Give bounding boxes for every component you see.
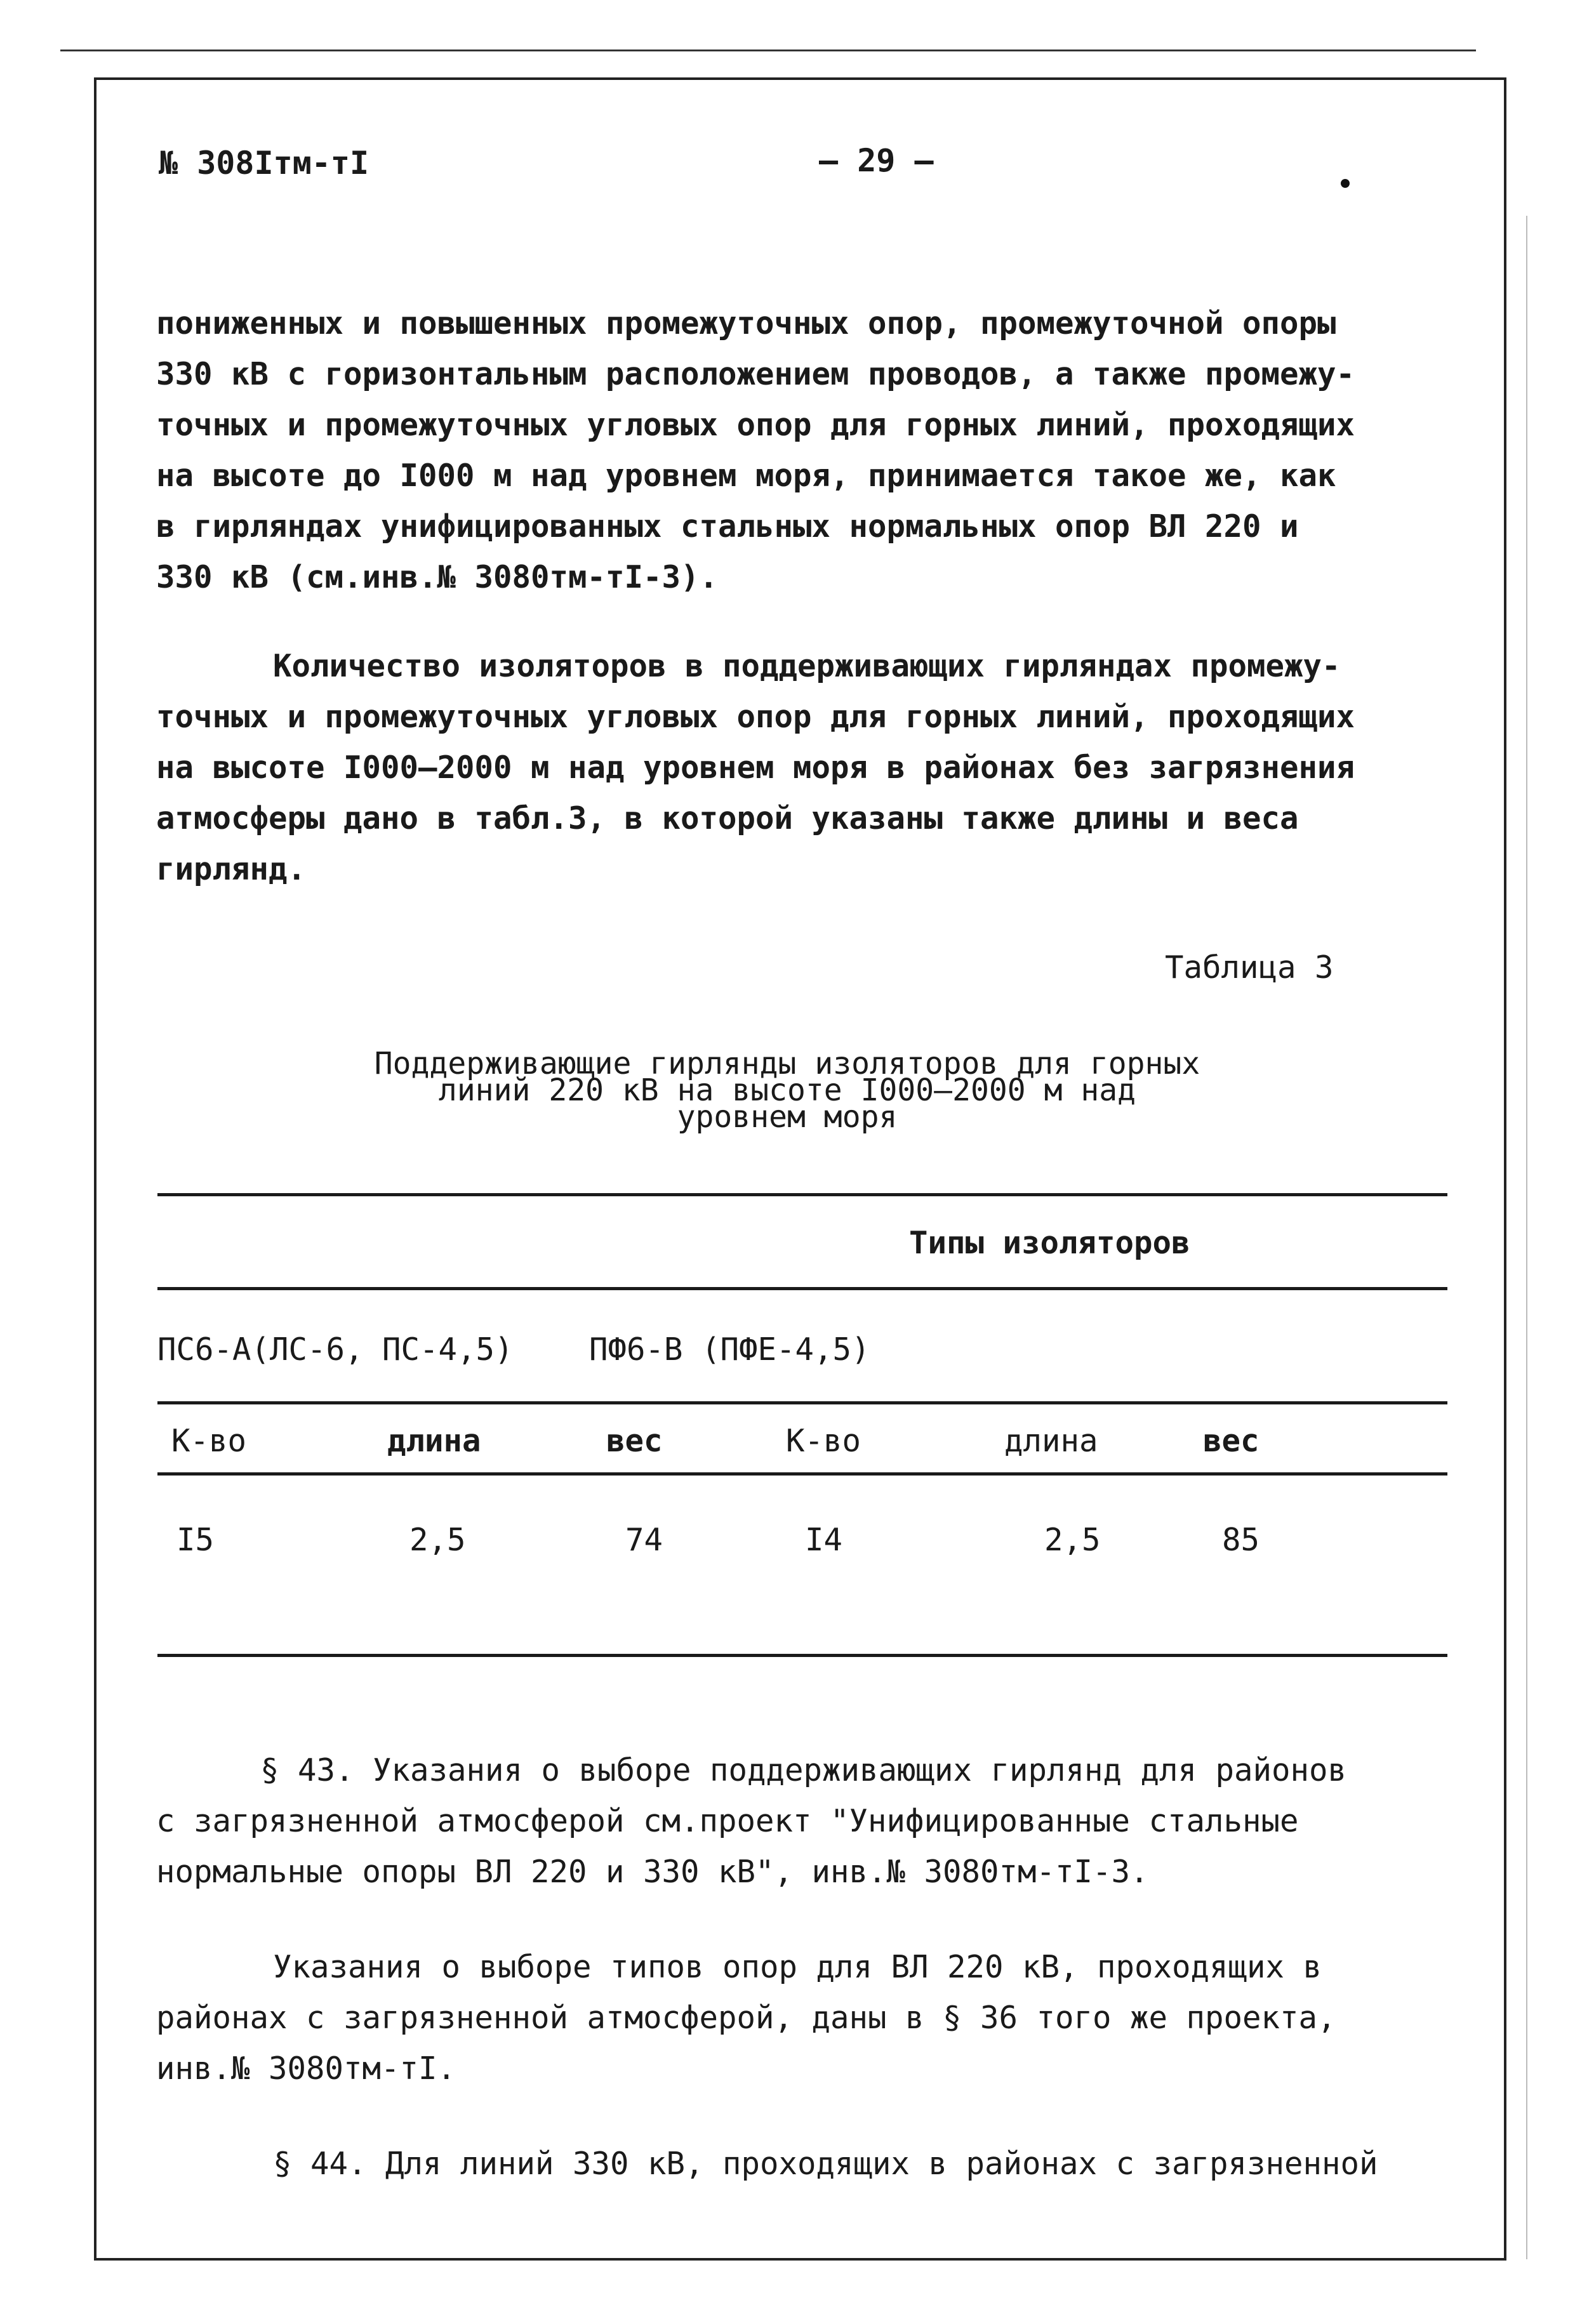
table-label: Таблица 3 [1165, 949, 1334, 986]
paragraph-1-line: на высоте до I000 м над уровнем моря, принимается такое же, как [156, 458, 1336, 494]
paragraph-3-line: § 43. Указания о выборе поддерживающих гирлянд для районов [260, 1752, 1347, 1788]
column-header: вес [606, 1423, 663, 1459]
paragraph-4-line: Указания о выборе типов опор для ВЛ 220 кВ, проходящих в [273, 1949, 1322, 1985]
table-group-header: Типы изоляторов [909, 1225, 1190, 1261]
insulator-type-2: ПФ6-В (ПФЕ-4,5) [589, 1331, 870, 1368]
paragraph-2-line: на высоте I000–2000 м над уровнем моря в районах без загрязнения [156, 749, 1355, 786]
table-caption-line: линий 220 кВ на высоте I000–2000 м над [438, 1073, 1136, 1108]
table-cell: I5 [176, 1522, 215, 1558]
table-caption-line: уровнем моря [677, 1099, 898, 1135]
paragraph-1-line: 330 кВ (см.инв.№ 3080тм-тI-3). [156, 559, 719, 595]
scan-mark-dot [1341, 179, 1350, 188]
table-caption-line: Поддерживающие гирлянды изоляторов для горных [374, 1046, 1200, 1081]
insulator-type-1: ПС6-А(ЛС-6, ПС-4,5) [157, 1331, 514, 1368]
column-header: длина [387, 1423, 481, 1459]
table-cell: 85 [1222, 1522, 1260, 1558]
column-header: длина [1004, 1423, 1098, 1459]
column-header: К-во [171, 1423, 247, 1459]
paragraph-3-line: нормальные опоры ВЛ 220 и 330 кВ", инв.№ 3080тм-тI-3. [156, 1854, 1149, 1890]
table-cell: 2,5 [1044, 1522, 1101, 1558]
table-cell: 74 [625, 1522, 663, 1558]
page-number: – 29 – [819, 142, 934, 179]
paragraph-1-line: в гирляндах унифицированных стальных нормальных опор ВЛ 220 и [156, 508, 1299, 545]
paragraph-4-line: инв.№ 3080тм-тI. [156, 2050, 456, 2087]
paragraph-5-line: § 44. Для линий 330 кВ, проходящих в районах с загрязненной [273, 2146, 1378, 2182]
table-rule-types [157, 1401, 1447, 1404]
column-header: вес [1203, 1423, 1259, 1459]
table-cell: 2,5 [409, 1522, 466, 1558]
paragraph-2-line: Количество изоляторов в поддерживающих гирляндах промежу- [273, 648, 1341, 684]
paragraph-1-line: пониженных и повышенных промежуточных опор, промежуточной опоры [156, 305, 1336, 341]
paragraph-2-line: гирлянд. [156, 851, 307, 887]
table-rule-top [157, 1193, 1447, 1196]
table-rule-group [157, 1287, 1447, 1290]
table-rule-header [157, 1472, 1447, 1476]
column-header: К-во [786, 1423, 861, 1459]
top-page-rule [60, 50, 1476, 51]
paragraph-3-line: с загрязненной атмосферой см.проект "Унифицированные стальные [156, 1803, 1299, 1839]
scan-edge-line [1526, 216, 1527, 2259]
table-rule-bottom [157, 1654, 1447, 1657]
document-number: № 308Iтм-тI [159, 145, 369, 182]
paragraph-4-line: районах с загрязненной атмосферой, даны в § 36 того же проекта, [156, 2000, 1336, 2036]
paragraph-1-line: точных и промежуточных угловых опор для горных линий, проходящих [156, 407, 1355, 443]
table-cell: I4 [805, 1522, 843, 1558]
paragraph-2-line: атмосферы дано в табл.3, в которой указаны также длины и веса [156, 800, 1299, 836]
paragraph-1-line: 330 кВ с горизонтальным расположением проводов, а также промежу- [156, 356, 1355, 392]
paragraph-2-line: точных и промежуточных угловых опор для горных линий, проходящих [156, 699, 1355, 735]
